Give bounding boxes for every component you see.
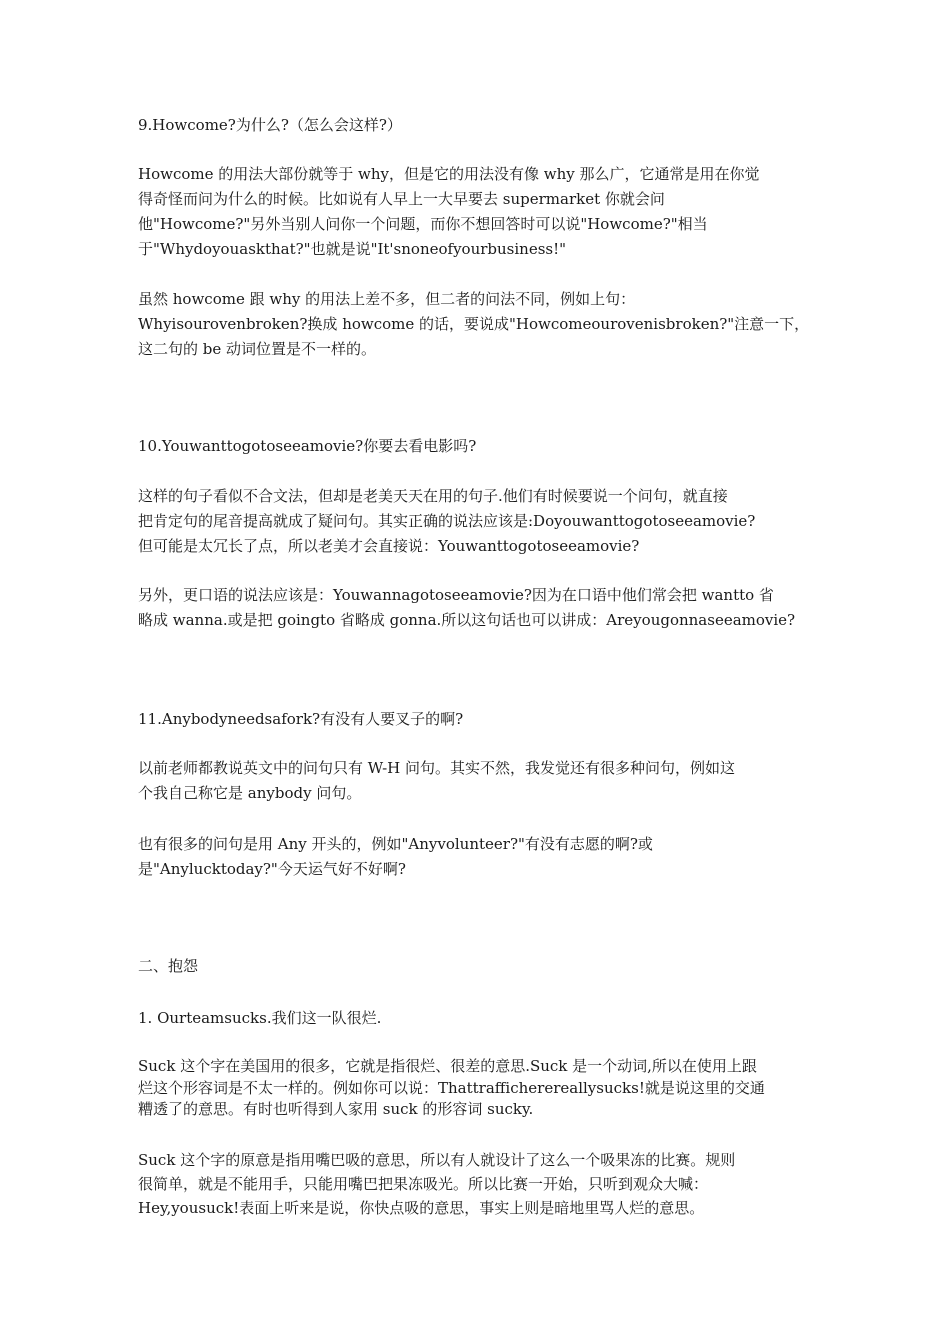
section-9-paragraph-1-line-3: 他"Howcome?"另外当别人问你一个问题，而你不想回答时可以说"Howcome?"相当 [138,215,708,233]
section-10-paragraph-1-line-3: 但可能是太冗长了点，所以老美才会直接说：Youwanttogotoseeamovie? [138,537,640,555]
section-10-paragraph-2-line-2: 略成 wanna.或是把 goingto 省略成 gonna.所以这句话也可以讲成：Areyougonnaseeamovie? [138,611,796,629]
section-9-paragraph-2-line-2: Whyisourovenbroken?换成 howcome 的话，要说成"Howcomeourovenisbroken?"注意一下， [138,315,810,333]
part-2-paragraph-2-line-2: 很简单，就是不能用手，只能用嘴巴把果冻吸光。所以比赛一开始，只听到观众大喊： [138,1175,709,1193]
section-11-paragraph-2-line-2: 是"Anylucktoday?"今天运气好不好啊? [138,860,406,878]
section-11-paragraph-1-line-1: 以前老师都教说英文中的问句只有 W-H 问句。其实不然，我发觉还有很多种问句，例如这 [138,759,736,777]
part-2-paragraph-1-line-2: 烂这个形容词是不太一样的。例如你可以说：Thattrafficherereallysucks!就是说这里的交通 [138,1079,765,1097]
section-10-paragraph-1-line-1: 这样的句子看似不合文法，但却是老美天天在用的句子.他们有时候要说一个问句，就直接 [138,487,728,505]
section-10-paragraph-2-line-1: 另外，更口语的说法应该是：Youwannagotoseeamovie?因为在口语中他们常会把 wantto 省 [138,586,774,604]
section-9-paragraph-1-line-4: 于"Whydoyouaskthat?"也就是说"It'snoneofyourbusiness!" [138,240,567,258]
section-10-heading: 10.Youwanttogotoseeamovie?你要去看电影吗? [138,437,477,455]
section-9-paragraph-2-line-3: 这二句的 be 动词位置是不一样的。 [138,340,377,358]
section-10-paragraph-1-line-2: 把肯定句的尾音提高就成了疑问句。其实正确的说法应该是:Doyouwanttogotoseeamovie? [138,512,756,530]
part-2-heading: 二、抱怨 [138,957,199,975]
section-11-heading: 11.Anybodyneedsafork?有没有人要叉子的啊? [138,710,464,728]
section-9-heading: 9.Howcome?为什么?（怎么会这样?） [138,116,402,134]
section-11-paragraph-2-line-1: 也有很多的问句是用 Any 开头的，例如"Anyvolunteer?"有没有志愿的啊?或 [138,835,653,853]
part-2-paragraph-1-line-3: 糟透了的意思。有时也听得到人家用 suck 的形容词 sucky. [138,1100,534,1118]
section-11-paragraph-1-line-2: 个我自己称它是 anybody 问句。 [138,784,362,802]
part-2-paragraph-2-line-1: Suck 这个字的原意是指用嘴巴吸的意思，所以有人就设计了这么一个吸果冻的比赛。规则 [138,1151,736,1169]
section-9-paragraph-1-line-1: Howcome 的用法大部份就等于 why，但是它的用法没有像 why 那么广，它通常是用在你觉 [138,165,760,183]
part-2-paragraph-1-line-1: Suck 这个字在美国用的很多，它就是指很烂、很差的意思.Suck 是一个动词,所以在使用上跟 [138,1057,757,1075]
section-9-paragraph-1-line-2: 得奇怪而问为什么的时候。比如说有人早上一大早要去 supermarket 你就会问 [138,190,665,208]
part-2-item-1: 1. Ourteamsucks.我们这一队很烂. [138,1009,382,1027]
section-9-paragraph-2-line-1: 虽然 howcome 跟 why 的用法上差不多，但二者的问法不同，例如上句： [138,290,636,308]
part-2-paragraph-2-line-3: Hey,yousuck!表面上听来是说，你快点吸的意思，事实上则是暗地里骂人烂的意思。 [138,1199,705,1217]
